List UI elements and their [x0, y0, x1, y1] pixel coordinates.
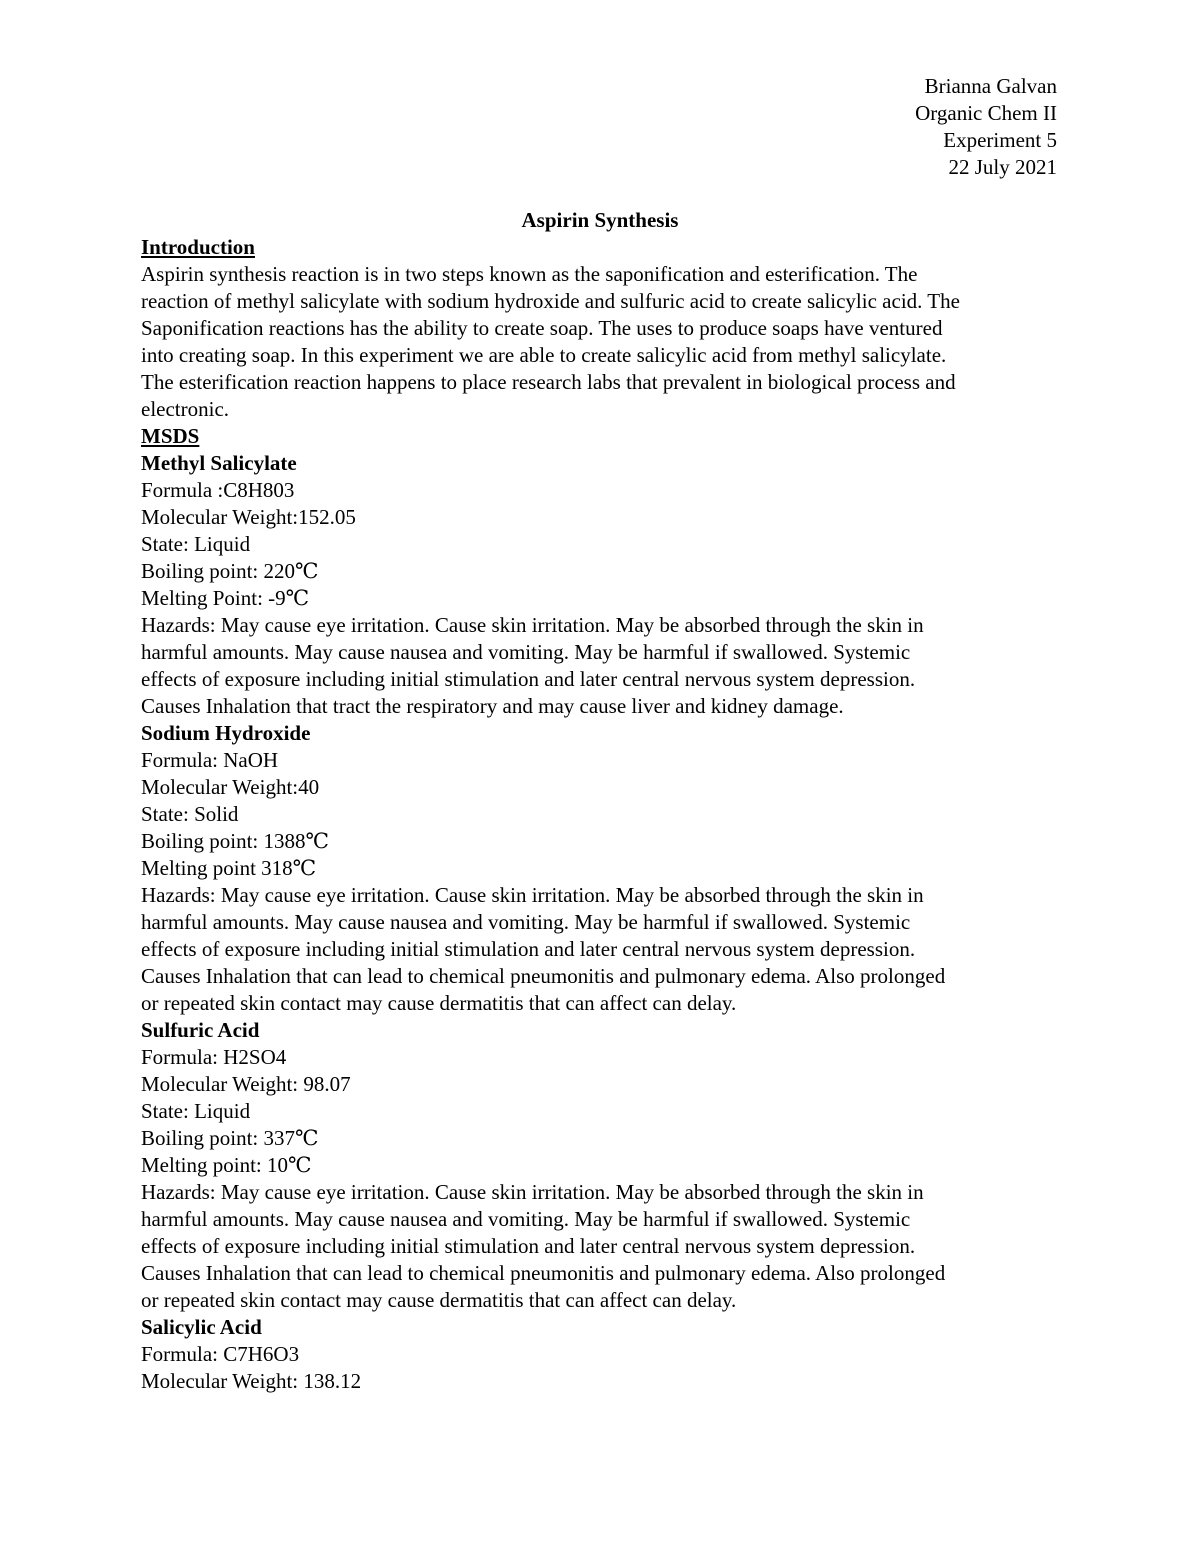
introduction-line: electronic. — [141, 397, 230, 421]
chemical-section-salicylic-acid — [141, 1314, 1066, 1395]
chemical-name: Sulfuric Acid — [141, 1018, 260, 1042]
author-name: Brianna Galvan — [924, 74, 1057, 98]
introduction-line: Aspirin synthesis reaction is in two steps known as the saponification and esterification. The — [141, 262, 918, 286]
chemical-melting-point: Melting Point: -9℃ — [141, 586, 310, 610]
chemical-hazards-line: effects of exposure including initial stimulation and later central nervous system depression. — [141, 667, 916, 691]
chemical-state: State: Solid — [141, 802, 239, 826]
chemical-molecular-weight: Molecular Weight: 98.07 — [141, 1072, 351, 1096]
chemical-molecular-weight: Molecular Weight:152.05 — [141, 505, 356, 529]
introduction-line: into creating soap. In this experiment we are able to create salicylic acid from methyl salicylate. — [141, 343, 947, 367]
chemical-state: State: Liquid — [141, 532, 251, 556]
chemical-molecular-weight: Molecular Weight:40 — [141, 775, 320, 799]
introduction-heading: Introduction — [141, 235, 255, 259]
chemical-molecular-weight: Molecular Weight: 138.12 — [141, 1369, 362, 1393]
chemical-hazards-line: effects of exposure including initial stimulation and later central nervous system depression. — [141, 937, 916, 961]
msds-heading: MSDS — [141, 424, 200, 448]
chemical-name: Salicylic Acid — [141, 1315, 262, 1339]
chemical-hazards-line: Hazards: May cause eye irritation. Cause skin irritation. May be absorbed through the skin in — [141, 883, 924, 907]
chemical-hazards-line: harmful amounts. May cause nausea and vomiting. May be harmful if swallowed. Systemic — [141, 910, 911, 934]
chemical-hazards-line: or repeated skin contact may cause dermatitis that can affect can delay. — [141, 991, 737, 1015]
header-block — [915, 73, 1057, 181]
chemical-hazards-line: Causes Inhalation that tract the respiratory and may cause liver and kidney damage. — [141, 694, 844, 718]
introduction-line: The esterification reaction happens to place research labs that prevalent in biological process and — [141, 370, 956, 394]
introduction-paragraph — [141, 261, 1066, 423]
course-name: Organic Chem II — [915, 101, 1057, 125]
chemical-section-sodium-hydroxide — [141, 720, 1066, 1017]
chemical-hazards-line: Hazards: May cause eye irritation. Cause skin irritation. May be absorbed through the skin in — [141, 1180, 924, 1204]
chemical-boiling-point: Boiling point: 220℃ — [141, 559, 319, 583]
document-body — [141, 234, 1066, 1395]
chemical-melting-point: Melting point 318℃ — [141, 856, 317, 880]
chemical-hazards-line: effects of exposure including initial stimulation and later central nervous system depression. — [141, 1234, 916, 1258]
chemical-hazards-line: Causes Inhalation that can lead to chemical pneumonitis and pulmonary edema. Also prolonged — [141, 964, 946, 988]
chemical-state: State: Liquid — [141, 1099, 251, 1123]
experiment-label: Experiment 5 — [943, 128, 1057, 152]
chemical-formula: Formula: H2SO4 — [141, 1045, 287, 1069]
chemical-hazards-line: harmful amounts. May cause nausea and vomiting. May be harmful if swallowed. Systemic — [141, 640, 911, 664]
chemical-formula: Formula :C8H803 — [141, 478, 295, 502]
chemical-hazards-line: Causes Inhalation that can lead to chemical pneumonitis and pulmonary edema. Also prolonged — [141, 1261, 946, 1285]
chemical-hazards-line: Hazards: May cause eye irritation. Cause skin irritation. May be absorbed through the skin in — [141, 613, 924, 637]
chemical-name: Methyl Salicylate — [141, 451, 297, 475]
chemical-hazards-line: harmful amounts. May cause nausea and vomiting. May be harmful if swallowed. Systemic — [141, 1207, 911, 1231]
chemical-name: Sodium Hydroxide — [141, 721, 311, 745]
chemical-boiling-point: Boiling point: 1388℃ — [141, 829, 330, 853]
introduction-line: reaction of methyl salicylate with sodium hydroxide and sulfuric acid to create salicylic acid. The — [141, 289, 960, 313]
chemical-section-sulfuric-acid — [141, 1017, 1066, 1314]
chemical-formula: Formula: NaOH — [141, 748, 279, 772]
introduction-line: Saponification reactions has the ability to create soap. The uses to produce soaps have ventured — [141, 316, 943, 340]
chemical-melting-point: Melting point: 10℃ — [141, 1153, 312, 1177]
chemical-formula: Formula: C7H6O3 — [141, 1342, 300, 1366]
chemical-section-methyl-salicylate — [141, 450, 1066, 720]
chemical-hazards-line: or repeated skin contact may cause dermatitis that can affect can delay. — [141, 1288, 737, 1312]
document-title: Aspirin Synthesis — [521, 208, 679, 232]
chemical-boiling-point: Boiling point: 337℃ — [141, 1126, 319, 1150]
document-date: 22 July 2021 — [948, 155, 1057, 179]
